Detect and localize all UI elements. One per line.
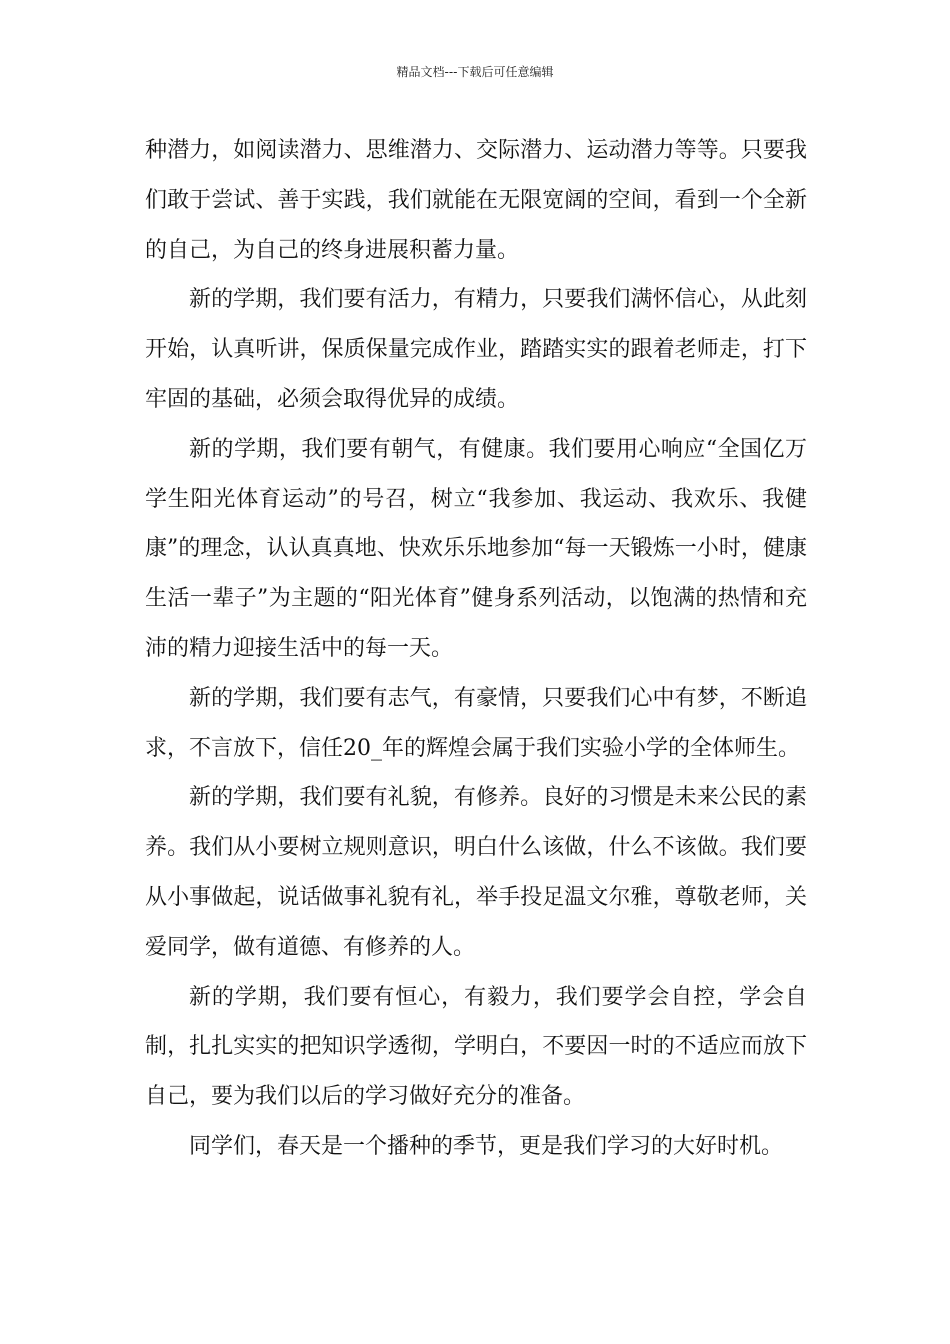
paragraph-3: 新的学期，我们要有朝气，有健康。我们要用心响应“全国亿万学生阳光体育运动”的号召，树立“我参加、我运动、我欢乐、我健康”的理念，认认真真地、快欢乐乐地参加“每一天锻炼一小时，健康生活一辈子”为主题的“阳光体育”健身系列活动，以饱满的热情和充沛的精力迎接生活中的每一天。 xyxy=(145,436,807,661)
paragraph-7: 同学们，春天是一个播种的季节，更是我们学习的大好时机。 xyxy=(189,1133,784,1159)
page-header: 精品文档---下载后可任意编辑 xyxy=(396,65,554,79)
document-body xyxy=(145,126,807,1172)
paragraph-2: 新的学期，我们要有活力，有精力，只要我们满怀信心，从此刻开始，认真听讲，保质保量完成作业，踏踏实实的跟着老师走，打下牢固的基础，必须会取得优异的成绩。 xyxy=(145,287,807,412)
paragraph-5: 新的学期，我们要有礼貌，有修养。良好的习惯是未来公民的素养。我们从小要树立规则意识，明白什么该做，什么不该做。我们要从小事做起，说话做事礼貌有礼，举手投足温文尔雅，尊敬老师，关爱同学，做有道德、有修养的人。 xyxy=(145,785,807,960)
paragraph-1: 种潜力，如阅读潜力、思维潜力、交际潜力、运动潜力等等。只要我们敢于尝试、善于实践，我们就能在无限宽阔的空间，看到一个全新的自己，为自己的终身进展积蓄力量。 xyxy=(145,138,807,263)
paragraph-6: 新的学期，我们要有恒心，有毅力，我们要学会自控，学会自制，扎扎实实的把知识学透彻，学明白，不要因一时的不适应而放下自己，要为我们以后的学习做好充分的准备。 xyxy=(145,984,807,1110)
paragraph-4: 新的学期，我们要有志气，有豪情，只要我们心中有梦，不断追求，不言放下，信任20_年的辉煌会属于我们实验小学的全体师生。 xyxy=(145,685,807,761)
